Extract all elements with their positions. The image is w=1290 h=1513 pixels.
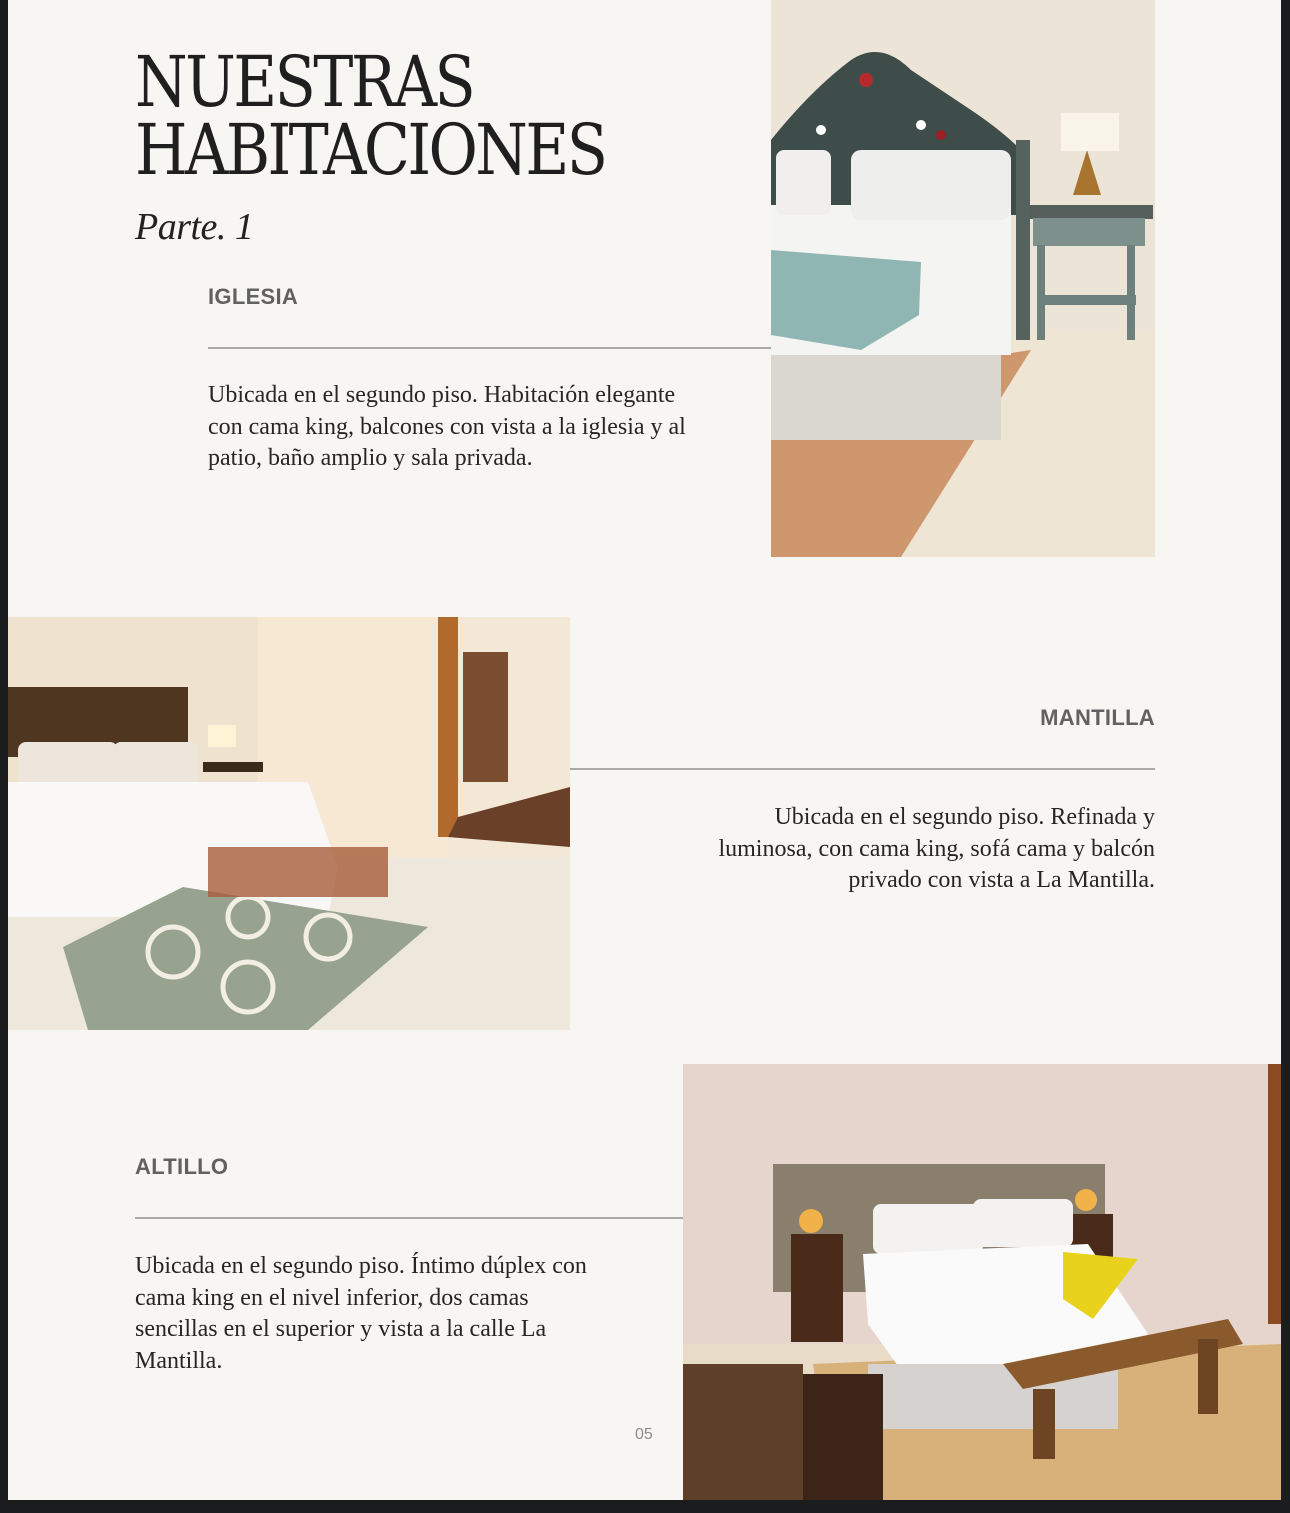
bedroom-image — [683, 1064, 1281, 1500]
title-line-2: HABITACIONES — [135, 109, 606, 191]
divider-line — [135, 1217, 683, 1219]
room-description-iglesia: Ubicada en el segundo piso. Habitación elegante con cama king, balcones con vista a la iglesia y al patio, baño amplio y sala privada. — [208, 382, 686, 471]
room-name-iglesia: IGLESIA — [208, 284, 299, 309]
page-title — [135, 41, 606, 191]
page-number: 05 — [635, 1426, 653, 1443]
room-description-altillo: Ubicada en el segundo piso. Íntimo dúplex con cama king en el nivel inferior, dos camas sencillas en el superior y vista a la calle La Mantilla. — [135, 1253, 587, 1374]
bedroom-image — [8, 617, 570, 1030]
photo-mantilla-bedroom — [8, 617, 570, 1030]
brochure-page — [8, 0, 1281, 1500]
room-description-mantilla: Ubicada en el segundo piso. Refinada y luminosa, con cama king, sofá cama y balcón privado con vista a La Mantilla. — [718, 804, 1155, 893]
photo-iglesia-bedroom — [771, 0, 1155, 557]
room-name-altillo: ALTILLO — [135, 1154, 229, 1179]
title-line-1: NUESTRAS — [135, 41, 474, 123]
divider-line — [570, 768, 1155, 770]
page-subtitle: Parte. 1 — [135, 206, 254, 248]
bedroom-image — [771, 0, 1155, 557]
room-name-mantilla: MANTILLA — [1040, 705, 1155, 730]
photo-altillo-bedroom — [683, 1064, 1281, 1500]
divider-line — [208, 347, 772, 349]
